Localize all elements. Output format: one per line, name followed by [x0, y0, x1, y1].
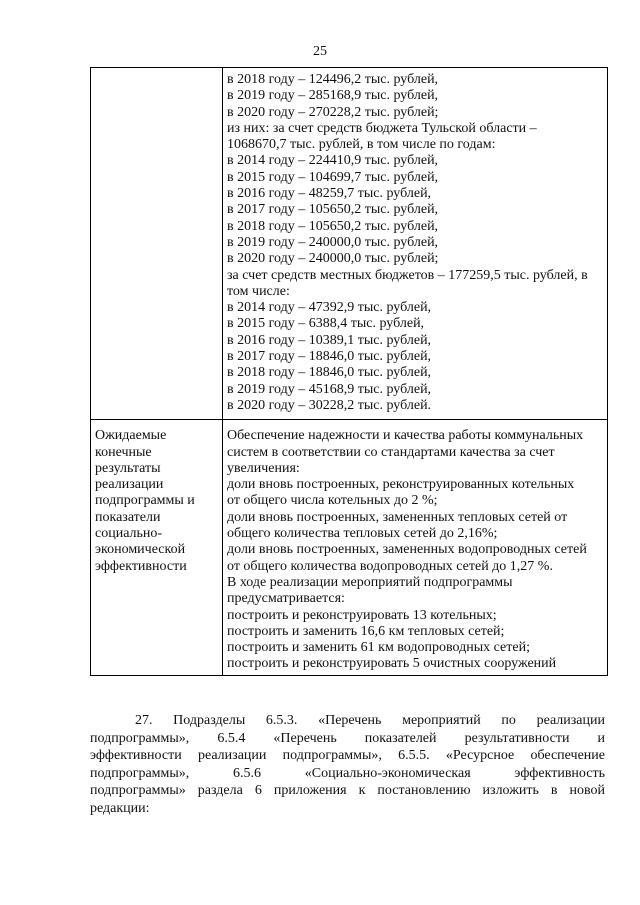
text-line: Ожидаемые: [95, 428, 167, 444]
text-line: в 2018 году – 18846,0 тыс. рублей,: [227, 365, 432, 381]
text-line: показатели: [95, 509, 161, 525]
text-line: в 2018 году – 124496,2 тыс. рублей,: [227, 72, 439, 87]
text-line: в 2014 году – 224410,9 тыс. рублей,: [227, 153, 439, 169]
text-line: от общего числа котельных до 2 %;: [227, 493, 438, 509]
text-line: в 2017 году – 105650,2 тыс. рублей,: [227, 202, 439, 218]
text-line: в 2020 году – 270228,2 тыс. рублей;: [227, 104, 439, 120]
text-line: доли вновь построенных, реконструированных котельных: [227, 477, 575, 493]
amendment-paragraph: [90, 712, 605, 818]
program-table: [90, 67, 608, 676]
paragraph-line: подпрограммы», 6.5.4 «Перечень показателей результативности и: [90, 730, 605, 746]
text-line: 1068670,7 тыс. рублей, в том числе по годам:: [227, 137, 496, 153]
text-line: в 2020 году – 30228,2 тыс. рублей.: [227, 397, 432, 413]
paragraph-line: подпрограммы», 6.5.6 «Социально-экономическая эффективность: [90, 765, 605, 781]
results-value-lines: [223, 428, 607, 672]
text-line: за счет средств местных бюджетов – 177259,5 тыс. рублей, в: [227, 267, 588, 283]
paragraph-line: 27. Подразделы 6.5.3. «Перечень мероприятий по реализации: [135, 713, 605, 728]
results-label-lines: [91, 428, 222, 575]
text-line: построить и реконструировать 13 котельных;: [227, 607, 497, 623]
text-line: В ходе реализации мероприятий подпрограммы: [227, 574, 513, 590]
text-line: конечные: [95, 444, 152, 460]
row2-label-cell: [91, 420, 223, 675]
text-line: построить и реконструировать 5 очистных сооружений: [227, 656, 557, 672]
paragraph-line: эффективности реализации подпрограммы», 6.5.5. «Ресурсное обеспечение: [90, 748, 605, 764]
text-line: из них: за счет средств бюджета Тульской области –: [227, 120, 537, 136]
funding-lines: [223, 72, 607, 414]
text-line: доли вновь построенных, замененных тепловых сетей от: [227, 509, 568, 525]
text-line: в 2017 году – 18846,0 тыс. рублей,: [227, 349, 432, 365]
row2-value-cell: [223, 420, 608, 675]
text-line: подпрограммы и: [95, 493, 195, 509]
row1-label-cell: [91, 68, 223, 420]
text-line: в 2019 году – 240000,0 тыс. рублей,: [227, 234, 439, 250]
text-line: Обеспечение надежности и качества работы коммунальных: [227, 428, 584, 444]
text-line: в 2019 году – 285168,9 тыс. рублей,: [227, 88, 439, 104]
text-line: предусматривается:: [227, 591, 345, 607]
paragraph-line: редакции:: [90, 800, 150, 816]
text-line: систем в соответствии со стандартами качества за счет: [227, 444, 555, 460]
text-line: эффективности: [95, 558, 187, 574]
paragraph-line: подпрограммы» раздела 6 приложения к постановлению изложить в новой: [90, 783, 605, 799]
table-row-funding: [91, 68, 608, 420]
text-line: реализации: [95, 477, 164, 493]
text-line: в 2016 году – 48259,7 тыс. рублей,: [227, 186, 432, 202]
text-line: построить и заменить 16,6 км тепловых сетей;: [227, 623, 505, 639]
text-line: построить и заменить 61 км водопроводных сетей;: [227, 640, 530, 656]
text-line: в 2018 году – 105650,2 тыс. рублей,: [227, 218, 439, 234]
text-line: в 2014 году – 47392,9 тыс. рублей,: [227, 300, 432, 316]
text-line: доли вновь построенных, замененных водопроводных сетей: [227, 542, 587, 558]
text-line: увеличения:: [227, 460, 300, 476]
text-line: от общего количества водопроводных сетей до 1,27 %.: [227, 558, 553, 574]
text-line: в 2015 году – 6388,4 тыс. рублей,: [227, 316, 425, 332]
text-line: том числе:: [227, 283, 290, 299]
text-line: в 2016 году – 10389,1 тыс. рублей,: [227, 332, 432, 348]
text-line: социально-: [95, 526, 163, 542]
text-line: в 2015 году – 104699,7 тыс. рублей,: [227, 169, 439, 185]
text-line: в 2020 году – 240000,0 тыс. рублей;: [227, 251, 439, 267]
text-line: результаты: [95, 460, 161, 476]
text-line: экономической: [95, 542, 186, 558]
table-row-results: [91, 420, 608, 675]
text-line: общего количества тепловых сетей до 2,16%;: [227, 526, 498, 542]
row1-value-cell: [223, 68, 608, 420]
text-line: в 2019 году – 45168,9 тыс. рублей,: [227, 381, 432, 397]
page-number: 25: [313, 44, 327, 59]
